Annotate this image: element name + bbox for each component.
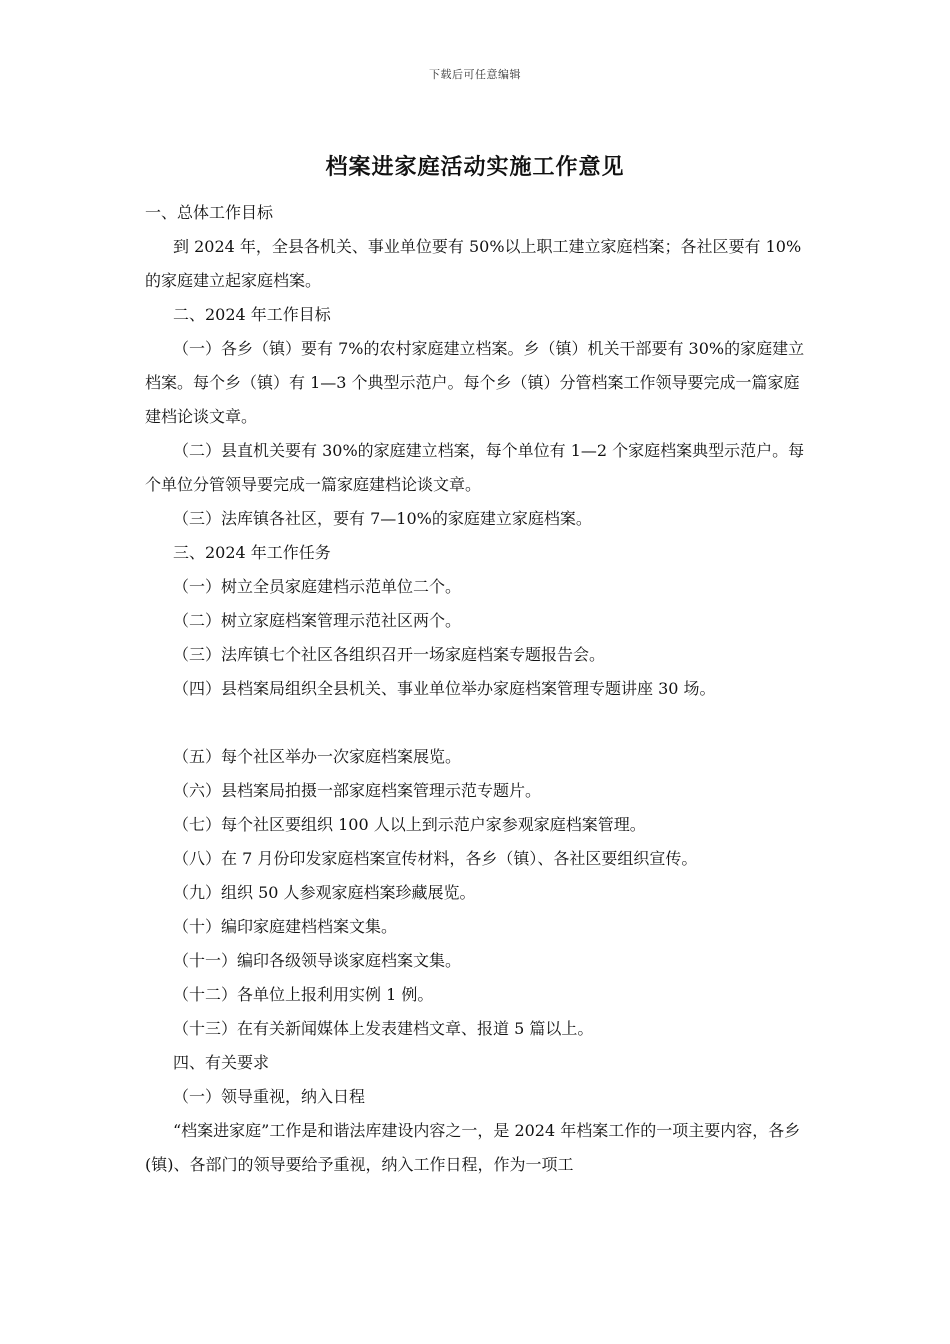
blank-line	[145, 706, 815, 740]
list-item: （六）县档案局拍摄一部家庭档案管理示范专题片。	[173, 781, 542, 800]
list-item: （一）树立全员家庭建档示范单位二个。	[173, 577, 462, 596]
document-body	[145, 196, 815, 1182]
list-item: （五）每个社区举办一次家庭档案展览。	[173, 747, 462, 766]
section-heading-2: 二、2024 年工作目标	[173, 305, 331, 324]
list-item: （四）县档案局组织全县机关、事业单位举办家庭档案管理专题讲座 30 场。	[173, 679, 716, 698]
section-heading-1: 一、总体工作目标	[145, 203, 274, 222]
section-heading-3: 三、2024 年工作任务	[173, 543, 331, 562]
paragraph: （二）县直机关要有 30%的家庭建立档案，每个单位有 1—2 个家庭档案典型示范户。每个单位分管领导要完成一篇家庭建档论谈文章。	[145, 441, 805, 494]
header-note: 下载后可任意编辑	[429, 68, 521, 81]
list-item: （十一）编印各级领导谈家庭档案文集。	[173, 951, 462, 970]
subsection-heading: （一）领导重视，纳入日程	[173, 1087, 366, 1106]
paragraph: “档案进家庭”工作是和谐法库建设内容之一，是 2024 年档案工作的一项主要内容，各乡(镇)、各部门的领导要给予重视，纳入工作日程，作为一项工	[145, 1121, 801, 1174]
list-item: （十）编印家庭建档档案文集。	[173, 917, 398, 936]
list-item: （三）法库镇七个社区各组织召开一场家庭档案专题报告会。	[173, 645, 606, 664]
section-heading-4: 四、有关要求	[173, 1053, 270, 1072]
list-item: （十二）各单位上报利用实例 1 例。	[173, 985, 434, 1004]
list-item: （十三）在有关新闻媒体上发表建档文章、报道 5 篇以上。	[173, 1019, 594, 1038]
paragraph: （三）法库镇各社区，要有 7—10%的家庭建立家庭档案。	[173, 509, 592, 528]
list-item: （二）树立家庭档案管理示范社区两个。	[173, 611, 462, 630]
list-item: （九）组织 50 人参观家庭档案珍藏展览。	[173, 883, 476, 902]
paragraph: 到 2024 年，全县各机关、事业单位要有 50%以上职工建立家庭档案；各社区要有 10%的家庭建立起家庭档案。	[145, 237, 802, 290]
list-item: （八）在 7 月份印发家庭档案宣传材料，各乡（镇）、各社区要组织宣传。	[173, 849, 698, 868]
list-item: （七）每个社区要组织 100 人以上到示范户家参观家庭档案管理。	[173, 815, 646, 834]
document-title: 档案进家庭活动实施工作意见	[325, 154, 625, 180]
paragraph: （一）各乡（镇）要有 7%的农村家庭建立档案。乡（镇）机关干部要有 30%的家庭建立档案。每个乡（镇）有 1—3 个典型示范户。每个乡（镇）分管档案工作领导要完成一篇家庭建档论谈文章。	[145, 339, 805, 426]
